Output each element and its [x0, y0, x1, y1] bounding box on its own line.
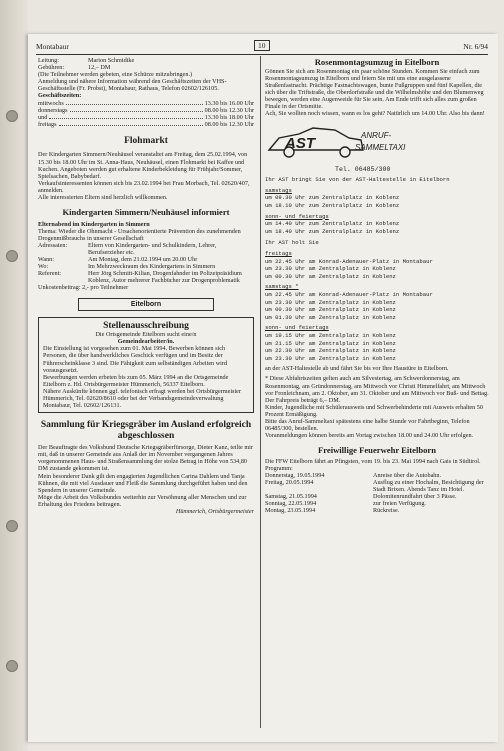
kiga-subtitle: Elternabend im Kindergarten in Simmern — [38, 220, 150, 228]
taxi-line: um 22.45 Uhr am Konrad-Adenauer-Platz in Montabaur — [265, 290, 433, 298]
taxi-day: sonn- und feiertags — [265, 212, 329, 220]
section-eitelborn: Eitelborn — [78, 298, 214, 311]
taxi-intro2: Ihr AST holt Sie — [265, 239, 319, 247]
kiga-row: Wann: Am Montag, dem 21.02.1994 um 20.00 Uhr — [38, 256, 198, 264]
fw-title: Freiwillige Feuerwehr Eitelborn — [317, 445, 437, 456]
kiga-row: Adressaten: Eltern von Kindergarten- und Schulkindern, Lehrer, Berufserzieher etc. — [38, 241, 217, 256]
punch-hole — [6, 110, 18, 122]
taxi-line: um 23.30 Uhr am Zentralplatz in Koblenz — [265, 265, 396, 273]
kriegs-title: Sammlung für Kriegsgräber im Ausland erfolgreich abgeschlossen — [40, 420, 252, 441]
hours-row: freitags 08.00 bis 12.30 Uhr — [38, 120, 254, 128]
punch-hole — [6, 660, 18, 672]
taxi-intro: Ihr AST bringt Sie von der AST-Haltestelle in Eitelborn — [265, 176, 450, 184]
rosen-title: Rosenmontagsumzug in Eitelborn — [314, 57, 440, 67]
stellen-box — [38, 317, 254, 414]
kiga-fee: Unkostenbeitrag: 2,- pro Teilnehmer — [38, 284, 129, 292]
kriegs-p2: Mein besonderer Dank gilt den engagierten Jugendlichen Carina Dahlem und Tanja Kühnen, die mit viel Ausdauer und Fleiß die Sammlung durchgeführt haben und den Spendern in unserer Gemeinde. — [38, 472, 248, 494]
taxi-line: um 23.30 Uhr am Zentralplatz in Koblenz — [265, 354, 396, 362]
issue-number: Nr. 6/94 — [463, 42, 488, 51]
column-rule — [260, 56, 261, 728]
fw-row: Montag, 23.05.1994 Rückreise. — [265, 507, 400, 515]
kriegs-p1: Der Beauftragte des Volksbund Deutsche Kriegsgräberfürsorge, Dieter Kanz, teilte mir mit, daß in unserer Gemeinde aus Anlaß der im November vergangenen Jahres vorgenommenen Haus- und Straßensammlung der stolze Betrag in Höhe von 534,80 DM zustande gekommen ist. — [38, 444, 253, 473]
stellen-title: Stellenausschreibung — [103, 320, 189, 331]
taxi-line: um 18.40 Uhr zum Zentralplatz in Koblenz — [265, 227, 400, 235]
taxi-line: um 23.30 Uhr am Zentralplatz in Koblenz — [265, 298, 396, 306]
taxi-line: um 22.45 Uhr am Konrad-Adenauer-Platz in Montabaur — [265, 257, 433, 265]
taxi-line: um 22.30 Uhr am Zentralplatz in Koblenz — [265, 347, 396, 355]
page-number: 10 — [254, 40, 270, 51]
course-row: Leitung: Marion Schmidtke — [38, 57, 135, 64]
taxi-call: Bitte das Anruf-Sammeltaxi spätestens eine halbe Stunde vor Fahrtbeginn, Telefon 06485/300, bestellen. — [265, 417, 470, 433]
taxi-line: um 01.30 Uhr am Zentralplatz in Koblenz — [265, 313, 396, 321]
header-town: Montabaur — [36, 42, 69, 51]
hours-row: und 13.30 bis 18.00 Uhr — [38, 113, 254, 121]
flohmarkt-contact: Verkaufsinteressenten können sich bis 23.02.1994 bei Frau Morbach, Tel. 02620/407, anmelden. — [38, 179, 250, 194]
taxi-note: * Diese Abfahrtszeiten gelten auch am Silvestertag, am Schwerdonnerstag, am Rosenmontag, am Gründonnerstag, am Mittwoch vor Christi Himmelfahrt, am Mittwoch vor Fronleichnam, am 2. Oktober, am 31. Oktober und am Mittwoch vor Buß- und Bettag. — [265, 375, 489, 397]
taxi-logo-big: AST — [285, 135, 315, 153]
flohmarkt-title: Flohmarkt — [124, 135, 168, 146]
fw-row: Samstag, 21.05.1994 Dolomitenrundfahrt über 3 Pässe. — [265, 493, 457, 501]
stellen-p3: Nähere Auskünfte können ggf. telefonisch erfragt werden bei Ortsbürgermeister Hümmerich, Tel. 02620/8610 oder bei der Verbandsgemeindeverwaltung Montabaur, Tel. 02602/126131. — [43, 387, 241, 410]
taxi-line: um 19.15 Uhr am Zentralplatz in Koblenz — [265, 331, 396, 339]
taxi-line: um 14.40 Uhr zum Zentralplatz in Koblenz — [265, 220, 400, 228]
taxi-line: um 09.30 Uhr zum Zentralplatz in Koblenz — [265, 194, 400, 202]
fw-row: Freitag, 20.05.1994 Ausflug zu einer Hochalm, Besichtigung der Stadt Brixen. Abends Tanz im Hotel. — [265, 479, 484, 494]
taxi-logo-line1: ANRUF- — [361, 131, 392, 141]
right-column — [265, 57, 489, 515]
fw-programm: Programm: — [265, 464, 293, 472]
fw-intro: Die FFW Eitelborn fährt an Pfingsten, vom 19. bis 23. Mai 1994 nach Gais in Südtirol. — [265, 457, 481, 465]
kiga-thema: Thema: Wieder die Ohnmacht - Ursachenorientierte Prävention des zunehmenden Drogenmißbrauchs in unserer Gesellschaft — [38, 227, 241, 242]
rosen-closing: Ach, Sie wollten noch wissen, wann es los geht? Natürlich um 14.00 Uhr. Also bis dann! — [265, 110, 485, 118]
header-rule — [36, 54, 488, 55]
left-column — [38, 57, 254, 515]
taxi-line: um 21.15 Uhr am Zentralplatz in Koblenz — [265, 339, 396, 347]
taxi-day: freitags — [265, 250, 292, 257]
hours-row: mittwochs 13.30 bis 16.00 Uhr — [38, 99, 254, 107]
kriegs-p3: Möge die Arbeit des Volksbundes weiterhin zur Versöhnung aller Menschen und zur Erhaltung des Friedens beitragen. — [38, 493, 247, 508]
fw-row: Sonntag, 22.05.1994 zur freien Verfügung. — [265, 500, 426, 508]
taxi-kids: Kinder, Jugendliche mit Schülerausweis und Schwerbehinderte mit Ausweis erhalten 50 Prozent Ermäßigung. — [265, 403, 483, 418]
flohmarkt-text: Der Kindergarten Simmern/Neuhäusel veranstaltet am Freitag, dem 25.02.1994, von 15.30 bis 18.00 Uhr im St. Anna-Haus, Neuhäusel, einen Flohmarkt bei Kaffee und Kuchen. Angeboten werden gut erhaltene Kinderbekleidung für Frühjahr/Sommer, Spielsachen, Babybedarf. — [38, 151, 248, 180]
hours-row: donnerstags 08.00 bis 12.30 Uhr — [38, 106, 254, 114]
hours-title: Geschäftszeiten: — [38, 92, 82, 100]
punch-hole — [6, 520, 18, 532]
flohmarkt-welcome: Alle interessierten Eltern sind herzlich willkommen. — [38, 194, 168, 201]
taxi-day: samstags * — [265, 283, 299, 291]
taxi-logo — [265, 122, 489, 164]
fw-row: Donnerstag, 19.05.1994 Anreise über die Autobahn. — [265, 471, 442, 479]
taxi-line: um 00.30 Uhr am Zentralplatz in Koblenz — [265, 272, 396, 280]
stellen-intro: Die Ortsgemeinde Eitelborn sucht eine/n — [95, 331, 197, 339]
kiga-title: Kindergarten Simmern/Neuhäusel informiert — [62, 207, 230, 218]
kriegs-signature: Hümmerich, Ortsbürgermeister — [175, 508, 254, 515]
taxi-logo-line2: SAMMELTAXI — [355, 143, 406, 153]
punch-hole — [6, 250, 18, 262]
kiga-row: Wo: Im Mehrzweckraum des Kindergartens in Simmern — [38, 263, 216, 271]
taxi-price: Der Fahrpreis beträgt 6,– DM. — [265, 396, 341, 404]
rosen-text: Gönnen Sie sich am Rosenmontag ein paar schöne Stunden. Kommen Sie einfach zum Rosenmontagsumzug in Eitelborn und feiern Sie mit uns eine ausgelassene Straßenfastnacht. Prächtige Fastnachtswagen, bunte Fußgruppen und fünf Kapellen, die sich über die Triftstraße, die Oberdorfstraße und die Wilhelmshöhe und den Blumenweg bewegen, werden eine Augenweide für Sie sein. Am Ende trifft sich alles zum großen Finale in der Ortsmitte. — [265, 67, 484, 110]
course-note: (Die Teilnehmer werden gebeten, eine Schürze mitzubringen.) — [38, 71, 193, 79]
course-row: Gebühren: 12,– DM — [38, 64, 111, 72]
taxi-day: samstags — [265, 186, 292, 194]
stellen-p2: Bewerbungen werden erbeten bis zum 05. März 1994 an die Ortsgemeinde Eitelborn z. Hd. Ortsbürgermeister Hümmerich, 56337 Eitelborn. — [43, 373, 229, 388]
taxi-line: um 00.30 Uhr am Zentralplatz in Koblenz — [265, 306, 396, 314]
stellen-role: Gemeindearbeiter/in. — [117, 338, 175, 346]
kiga-row: Referent: Herr Jörg Schmitt-Kilian, Drogenfahnder im Polizeipräsidium Koblenz, Autor mehrerer Fachbücher zur Drogenproblematik — [38, 270, 242, 285]
taxi-prebook: Voranmeldungen können bereits am Vortag zwischen 18.00 und 24.00 Uhr erfolgen. — [265, 432, 474, 440]
binder-strip — [0, 0, 28, 751]
taxi-day: sonn- und feiertags — [265, 324, 329, 332]
taxi-outro: an der AST-Haltestelle ab und fährt Sie bis vor Ihre Haustüre in Eitelborn. — [265, 365, 449, 373]
taxi-tel: Tel. 06485/300 — [335, 166, 391, 174]
page-header — [36, 40, 488, 54]
taxi-line: um 18.10 Uhr zum Zentralplatz in Koblenz — [265, 202, 400, 210]
course-info: Anmeldung und nähere Information während den Geschäftszeiten der VHS-Geschäftsstelle (Fr. Probst), Montabaur, Rathaus, Telefon 02602/126105. — [38, 78, 227, 93]
stellen-p1: Die Einstellung ist vorgesehen zum 01. Mai 1994. Bewerben können sich Personen, die über handwerkliches Geschick verfügen und im Besitz der Führerscheinklasse 3 sind. Die Fähigkeit zum selbständigen Arbeiten wird vorausgesetzt. — [43, 345, 228, 374]
fw-program-table — [265, 472, 489, 515]
taxi-car-icon — [265, 124, 415, 162]
